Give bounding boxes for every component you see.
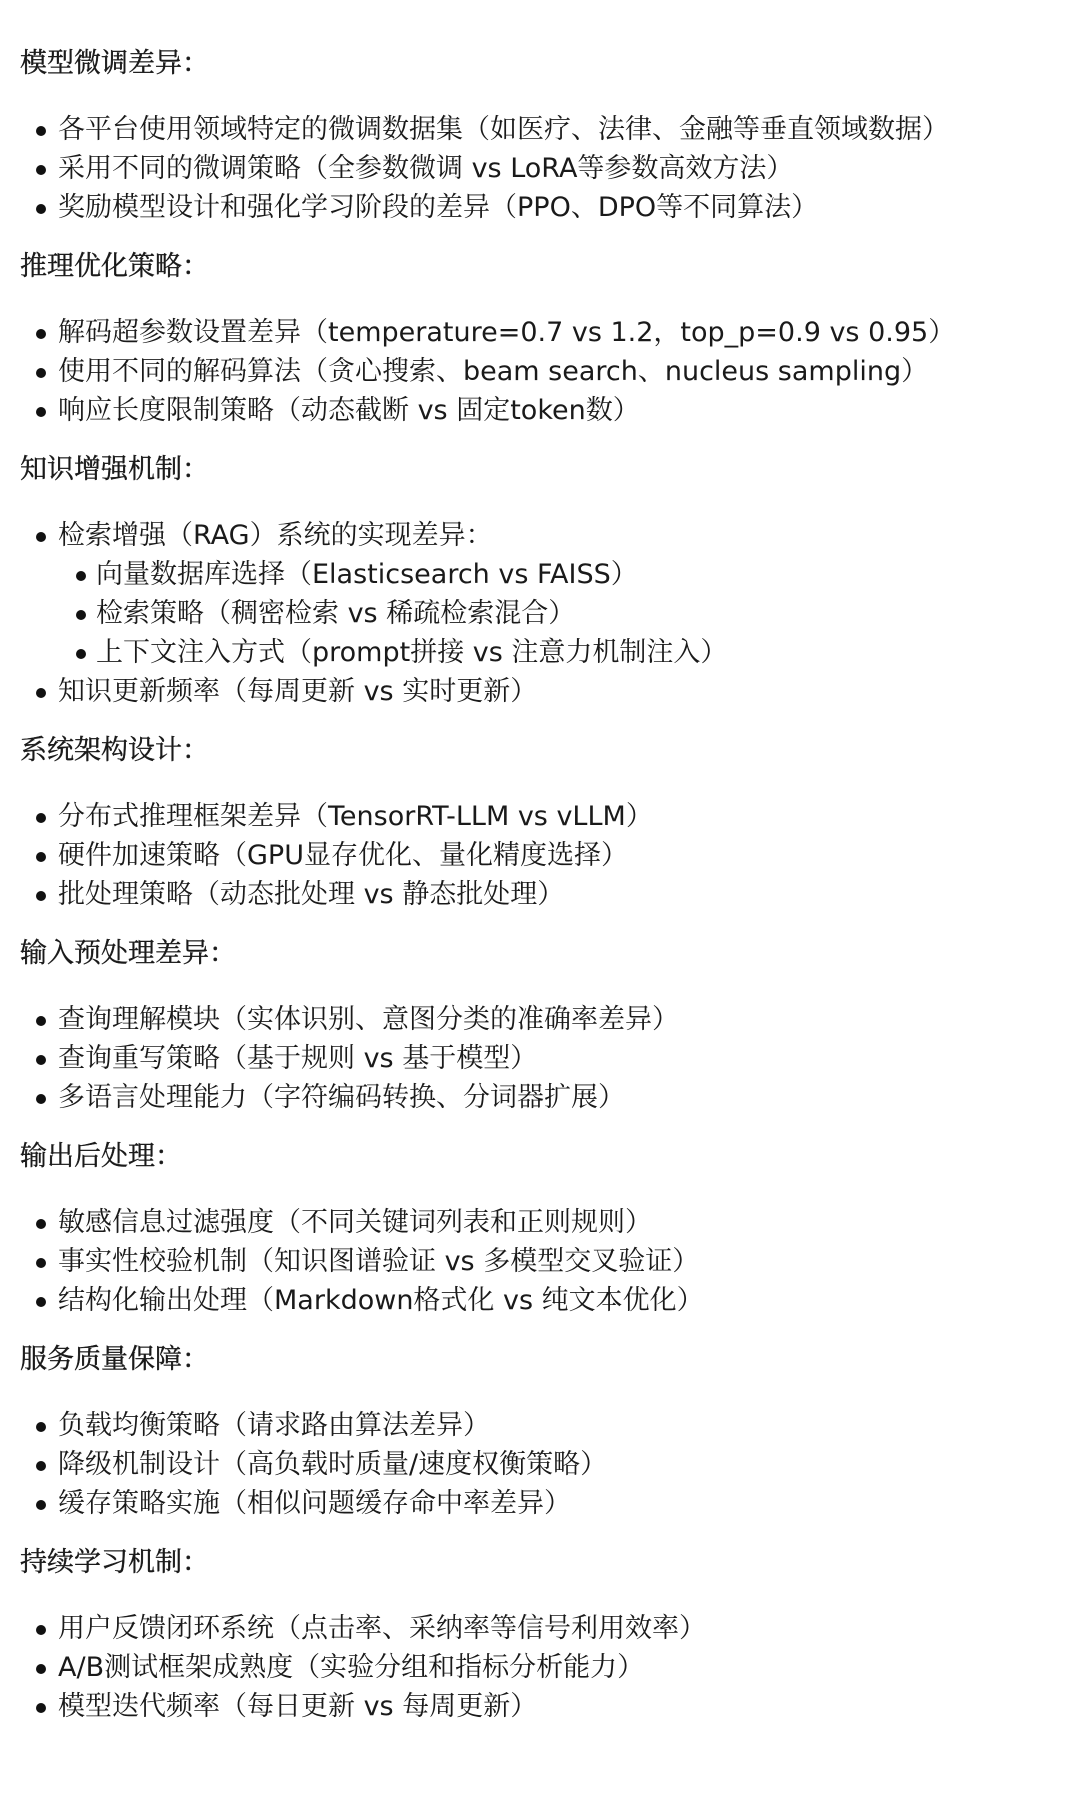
section-heading-inference: 推理优化策略： xyxy=(20,251,209,282)
nested-list-item: 检索策略（稠密检索 vs 稀疏检索混合） xyxy=(20,594,1060,633)
bullet-list-inference xyxy=(20,313,1060,430)
list-item: 敏感信息过滤强度（不同关键词列表和正则规则） xyxy=(20,1203,1060,1242)
list-item: 负载均衡策略（请求路由算法差异） xyxy=(20,1406,1060,1445)
bullet-list-service-quality xyxy=(20,1406,1060,1523)
section-heading-architecture: 系统架构设计： xyxy=(20,735,209,766)
list-item: 查询理解模块（实体识别、意图分类的准确率差异） xyxy=(20,1000,1060,1039)
list-item: 解码超参数设置差异（temperature=0.7 vs 1.2，top_p=0.9 vs 0.95） xyxy=(20,313,1060,352)
list-item: 响应长度限制策略（动态截断 vs 固定token数） xyxy=(20,391,1060,430)
list-item: 各平台使用领域特定的微调数据集（如医疗、法律、金融等垂直领域数据） xyxy=(20,110,1060,149)
list-item: 查询重写策略（基于规则 vs 基于模型） xyxy=(20,1039,1060,1078)
list-item: 批处理策略（动态批处理 vs 静态批处理） xyxy=(20,875,1060,914)
section-heading-service-quality: 服务质量保障： xyxy=(20,1344,209,1375)
list-item: 使用不同的解码算法（贪心搜索、beam search、nucleus sampling） xyxy=(20,352,1060,391)
list-item: 奖励模型设计和强化学习阶段的差异（PPO、DPO等不同算法） xyxy=(20,188,1060,227)
section-heading-continuous-learning: 持续学习机制： xyxy=(20,1547,209,1578)
list-item: 用户反馈闭环系统（点击率、采纳率等信号利用效率） xyxy=(20,1609,1060,1648)
bullet-list-knowledge xyxy=(20,516,1060,711)
section-heading-fine-tuning: 模型微调差异： xyxy=(20,48,209,79)
list-item: 结构化输出处理（Markdown格式化 vs 纯文本优化） xyxy=(20,1281,1060,1320)
section-heading-postprocessing: 输出后处理： xyxy=(20,1141,182,1172)
section-heading-preprocessing: 输入预处理差异： xyxy=(20,938,236,969)
list-item: 采用不同的微调策略（全参数微调 vs LoRA等参数高效方法） xyxy=(20,149,1060,188)
nested-list-item: 向量数据库选择（Elasticsearch vs FAISS） xyxy=(20,555,1060,594)
nested-bullet-list xyxy=(20,555,1060,672)
list-item: 降级机制设计（高负载时质量/速度权衡策略） xyxy=(20,1445,1060,1484)
bullet-list-postprocessing xyxy=(20,1203,1060,1320)
nested-list-wrapper xyxy=(20,555,1060,672)
list-item: 模型迭代频率（每日更新 vs 每周更新） xyxy=(20,1687,1060,1726)
list-item: 硬件加速策略（GPU显存优化、量化精度选择） xyxy=(20,836,1060,875)
list-item: 分布式推理框架差异（TensorRT-LLM vs vLLM） xyxy=(20,797,1060,836)
list-item: 多语言处理能力（字符编码转换、分词器扩展） xyxy=(20,1078,1060,1117)
list-item: A/B测试框架成熟度（实验分组和指标分析能力） xyxy=(20,1648,1060,1687)
list-item: 知识更新频率（每周更新 vs 实时更新） xyxy=(20,672,1060,711)
bullet-list-architecture xyxy=(20,797,1060,914)
bullet-list-preprocessing xyxy=(20,1000,1060,1117)
bullet-list-continuous-learning xyxy=(20,1609,1060,1726)
list-item: 缓存策略实施（相似问题缓存命中率差异） xyxy=(20,1484,1060,1523)
section-heading-knowledge: 知识增强机制： xyxy=(20,454,209,485)
list-item: 事实性校验机制（知识图谱验证 vs 多模型交叉验证） xyxy=(20,1242,1060,1281)
bullet-list-fine-tuning xyxy=(20,110,1060,227)
list-item: 检索增强（RAG）系统的实现差异： xyxy=(20,516,1060,555)
nested-list-item: 上下文注入方式（prompt拼接 vs 注意力机制注入） xyxy=(20,633,1060,672)
